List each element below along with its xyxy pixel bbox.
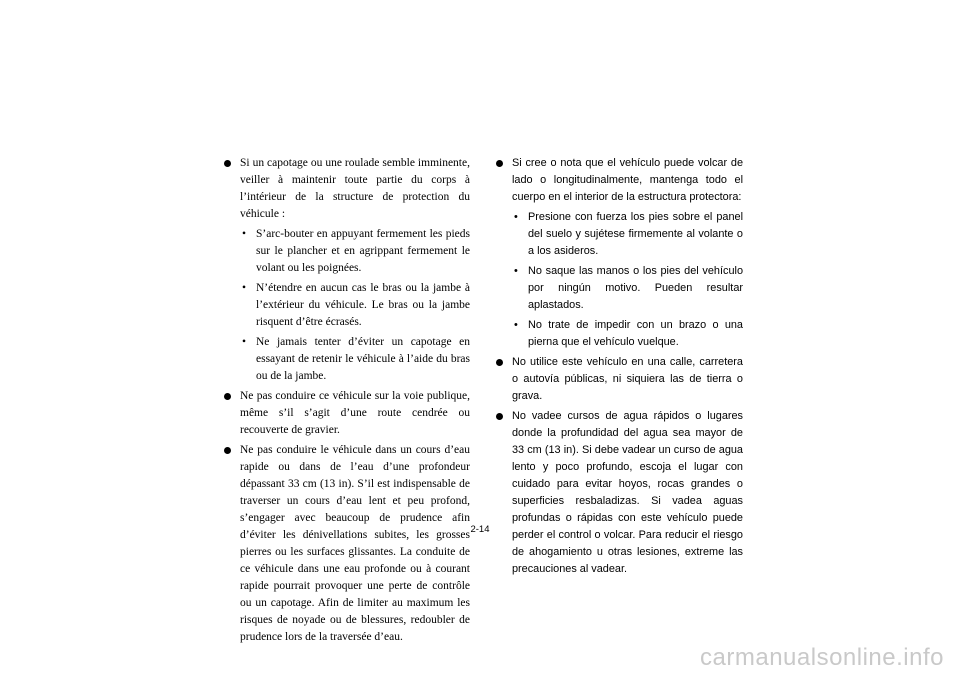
sub-bullet-icon: •: [514, 265, 518, 277]
french-item-2: [224, 388, 470, 439]
french-subitem-1-text: S’arc-bouter en appuyant fermement les pieds sur le plancher et en agrippant fermement le volant ou les poignées.: [256, 228, 470, 274]
page-number: 2-14: [470, 524, 490, 535]
french-item-1-text: Si un capotage ou une roulade semble imminente, veiller à maintenir toute partie du corps à l’intérieur de la structure de protection du véhicule :: [240, 157, 470, 220]
french-item-1-sublist: [240, 226, 470, 385]
french-subitem-3: [224, 334, 470, 385]
bullet-icon: [224, 160, 231, 167]
spanish-item-1: [496, 155, 743, 351]
bullet-icon: [224, 447, 231, 454]
sub-bullet-icon: •: [514, 211, 518, 223]
french-item-3-text: Ne pas conduire le véhicule dans un cours d’eau rapide ou dans de l’eau d’une profondeur dépassant 33 cm (13 in). S’il est indispensable de traverser un cours d’eau lent et peu profond, s’engager avec beaucoup de prudence afin d’éviter les dénivellations subites, les grosses pierres ou les surfaces glissantes. La conduite de ce véhicule dans une eau profonde ou à courant rapide pourrait provoquer une perte de contrôle ou un capotage. Afin de limiter au maximum les risques de noyade ou de blessures, redoubler de prudence lors de la traversée d’eau.: [240, 444, 470, 643]
spanish-column: [496, 155, 743, 581]
spanish-subitem-1: [496, 209, 743, 260]
spanish-subitem-1-text: Presione con fuerza los pies sobre el panel del suelo y sujétese firmemente al volante o a los asideros.: [528, 211, 743, 257]
french-subitem-2-text: N’étendre en aucun cas le bras ou la jambe à l’extérieur du véhicule. Le bras ou la jambe risquent d’être écrasés.: [256, 282, 470, 328]
spanish-subitem-3-text: No trate de impedir con un brazo o una pierna que el vehículo vuelque.: [528, 319, 743, 348]
bullet-icon: [496, 413, 503, 420]
spanish-item-1-text: Si cree o nota que el vehículo puede volcar de lado o longitudinalmente, mantenga todo el cuerpo en el interior de la estructura protectora:: [512, 157, 743, 203]
sub-bullet-icon: •: [242, 282, 247, 294]
french-item-3: [224, 442, 470, 646]
spanish-subitem-2: [496, 263, 743, 314]
spanish-item-3: [496, 408, 743, 578]
watermark: carmanualsonline.info: [700, 644, 944, 671]
spanish-item-2-text: No utilice este vehículo en una calle, carretera o autovía públicas, ni siquiera las de tierra o grava.: [512, 356, 743, 402]
french-subitem-1: [224, 226, 470, 277]
french-item-2-text: Ne pas conduire ce véhicule sur la voie publique, même s’il s’agit d’une route cendrée ou recouverte de gravier.: [240, 390, 470, 436]
french-subitem-2: [224, 280, 470, 331]
bullet-icon: [496, 359, 503, 366]
french-subitem-3-text: Ne jamais tenter d’éviter un capotage en essayant de retenir le véhicule à l’aide du bras ou de la jambe.: [256, 336, 470, 382]
french-column: [224, 155, 470, 649]
sub-bullet-icon: •: [514, 319, 518, 331]
spanish-item-2: [496, 354, 743, 405]
spanish-subitem-2-text: No saque las manos o los pies del vehículo por ningún motivo. Pueden resultar aplastados.: [528, 265, 743, 311]
spanish-item-3-text: No vadee cursos de agua rápidos o lugares donde la profundidad del agua sea mayor de 33 cm (13 in). Si debe vadear un curso de agua lento y poco profundo, escoja el lugar con cuidado para evitar hoyos, rocas grandes o superficies resbaladizas. Si vadea aguas profundas o rápidas con este vehículo puede perder el control o volcar. Para reducir el riesgo de ahogamiento u otras lesiones, extreme las precauciones al vadear.: [512, 410, 743, 575]
sub-bullet-icon: •: [242, 228, 247, 240]
bullet-icon: [496, 160, 503, 167]
french-item-1: [224, 155, 470, 385]
bullet-icon: [224, 393, 231, 400]
spanish-subitem-3: [496, 317, 743, 351]
spanish-item-1-sublist: [512, 209, 743, 351]
sub-bullet-icon: •: [242, 336, 247, 348]
